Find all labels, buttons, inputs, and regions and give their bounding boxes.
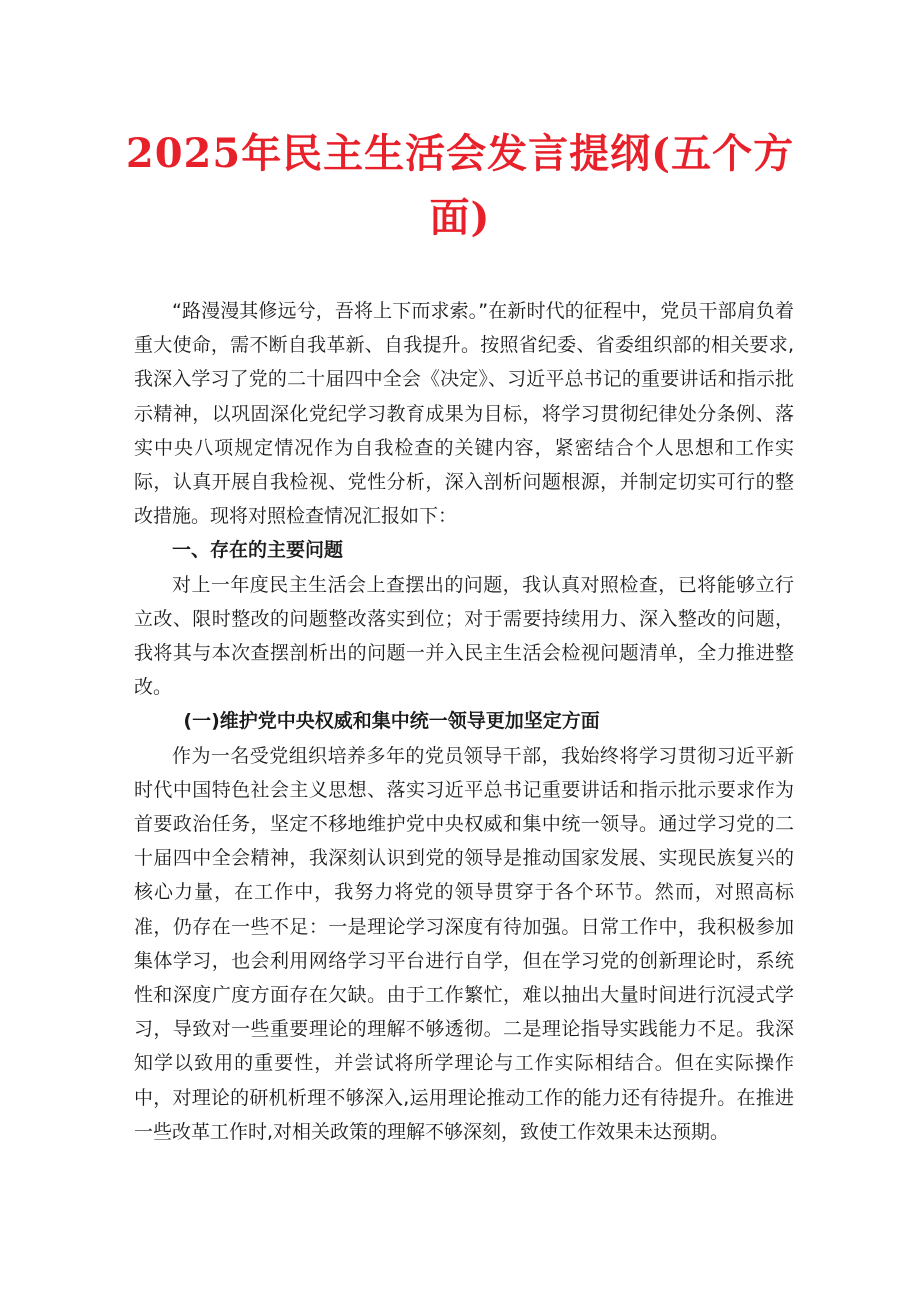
intro-paragraph: “路漫漫其修远兮，吾将上下而求索。”在新时代的征程中，党员干部肩负着重大使命，需不断自我革新、自我提升。按照省纪委、省委组织部的相关要求,我深入学习了党的二十届四中全会《决定》、习近平总书记的重要讲话和指示批示精神，以巩固深化党纪学习教育成果为目标，将学习贯彻纪律处分条例、落实中央八项规定情况作为自我检查的关键内容，紧密结合个人思想和工作实际，认真开展自我检视、党性分析，深入剖析问题根源，并制定切实可行的整改措施。现将对照检查情况汇报如下： <box>134 300 794 528</box>
section-heading-main-problems: 一、存在的主要问题 <box>172 539 344 562</box>
subsection-heading-party-authority: (一)维护党中央权威和集中统一领导更加坚定方面 <box>183 710 600 733</box>
previous-issues-paragraph: 对上一年度民主生活会上查摆出的问题，我认真对照检查，已将能够立行立改、限时整改的问题整改落实到位；对于需要持续用力、深入整改的问题，我将其与本次查摆剖析出的问题一并入民主生活会检视问题清单，全力推进整改。 <box>134 573 794 699</box>
document-title: 2025年民主生活会发言提纲(五个方面) <box>125 130 795 241</box>
document-body <box>134 294 794 1149</box>
party-authority-paragraph: 作为一名受党组织培养多年的党员领导干部，我始终将学习贯彻习近平新时代中国特色社会主义思想、落实习近平总书记重要讲话和指示批示要求作为首要政治任务，坚定不移地维护党中央权威和集中统一领导。通过学习党的二十届四中全会精神，我深刻认识到党的领导是推动国家发展、实现民族复兴的核心力量，在工作中，我努力将党的领导贯穿于各个环节。然而，对照高标准，仍存在一些不足：一是理论学习深度有待加强。日常工作中，我积极参加集体学习，也会利用网络学习平台进行自学，但在学习党的创新理论时，系统性和深度广度方面存在欠缺。由于工作繁忙，难以抽出大量时间进行沉浸式学习，导致对一些重要理论的理解不够透彻。二是理论指导实践能力不足。我深知学以致用的重要性，并尝试将所学理论与工作实际相结合。但在实际操作中，对理论的研机析理不够深入,运用理论推动工作的能力还有待提升。在推进一些改革工作时,对相关政策的理解不够深刻，致使工作效果未达预期。 <box>134 744 794 1143</box>
